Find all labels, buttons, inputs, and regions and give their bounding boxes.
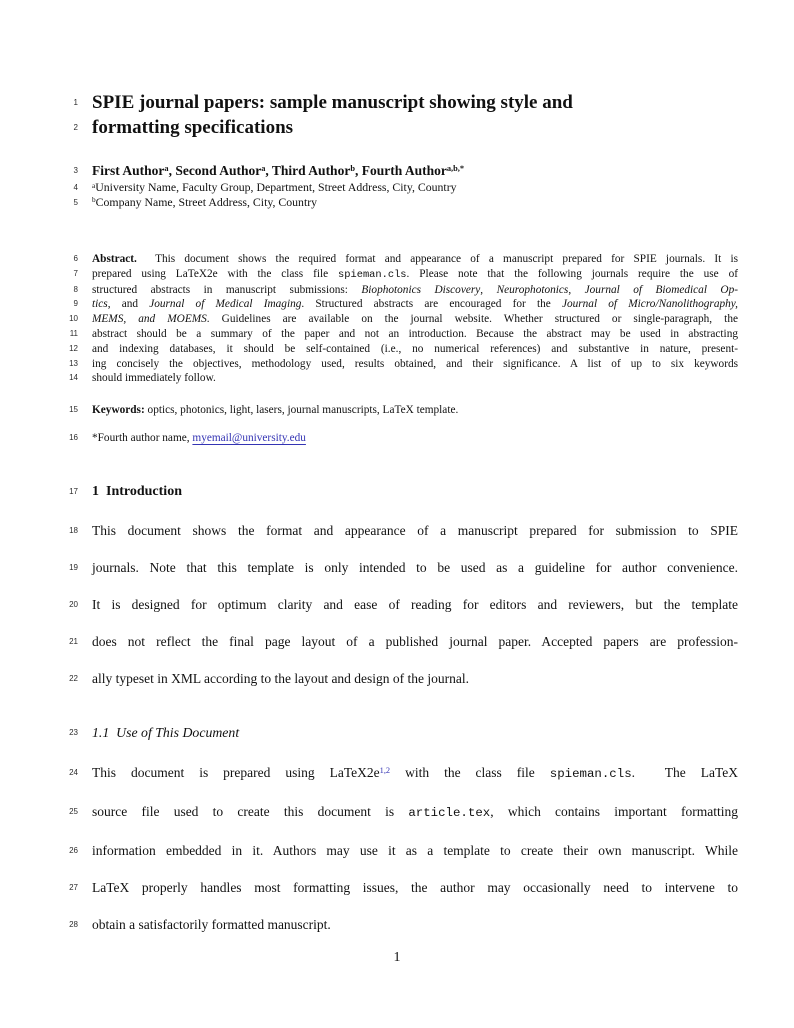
text-segment: LaTeX properly handles most formatting issues, the author may occasionally need to intervene to (92, 879, 738, 895)
text-segment: with the class file (390, 764, 550, 780)
doc-line (0, 181, 794, 196)
line-number: 14 (69, 373, 78, 383)
text-segment: Neurophotonics (496, 283, 569, 296)
line-number: 9 (73, 299, 78, 309)
doc-line (0, 342, 794, 357)
line-number: 15 (69, 405, 78, 415)
text-segment: obtain a satisfactorily formatted manuscript. (92, 916, 331, 932)
text-segment: University Name, Faculty Group, Department, Street Address, City, Country (95, 180, 457, 194)
line-number: 24 (69, 767, 78, 777)
text-segment: , which contains important formatting (490, 803, 738, 819)
text-segment: and indexing databases, it should be self-contained (i.e., no numerical references) and substantive in nature, present- (92, 342, 738, 355)
line-number: 12 (69, 343, 78, 353)
line-number: 20 (69, 599, 78, 609)
doc-line (0, 660, 794, 697)
doc-line (0, 297, 794, 312)
text-segment: formatting specifications (92, 117, 294, 138)
line-text (92, 312, 738, 327)
doc-line (0, 512, 794, 549)
doc-line (0, 549, 794, 586)
text-segment: , Second Author (168, 163, 262, 178)
line-text (92, 754, 738, 793)
doc-line (0, 371, 794, 386)
text-segment: , and (107, 298, 150, 311)
text-segment: tics (92, 298, 108, 311)
line-text (92, 90, 738, 115)
doc-line (0, 312, 794, 327)
line-text (92, 371, 738, 386)
text-segment: journals. Note that this template is only intended to be used as a guideline for author convenience. (92, 559, 738, 575)
line-text (92, 283, 738, 298)
text-segment: MEMS, and MOEMS (92, 313, 207, 326)
doc-line (0, 115, 794, 140)
line-text (92, 660, 738, 697)
text-segment: a (92, 180, 96, 190)
line-number: 25 (69, 806, 78, 816)
line-text (92, 724, 738, 742)
text-segment: a (164, 164, 169, 174)
text-segment: Company Name, Street Address, City, Country (95, 194, 318, 209)
doc-line (0, 623, 794, 660)
text-segment: optics, photonics, light, lasers, journal manuscripts, LaTeX template. (144, 404, 459, 417)
text-segment: source file used to create this document is (92, 803, 409, 819)
line-number: 3 (73, 166, 78, 175)
text-segment: This document shows the required format and appearance of a manuscript prepared for SPIE journals. It is (136, 253, 738, 265)
line-number: 2 (73, 123, 78, 132)
text-segment: abstract should be a summary of the paper and not an introduction. Because the abstract may be used in abstracting (92, 327, 738, 340)
doc-line (0, 196, 794, 211)
text-segment: Journal of Micro/Nanolithography, (561, 298, 738, 311)
text-segment: First Author (92, 163, 165, 178)
line-number: 26 (69, 845, 78, 855)
text-segment: ing concisely the objectives, methodology used, results obtained, and their significance. A list of up to six keywords (92, 357, 738, 370)
text-segment: , (480, 283, 497, 296)
line-number: 18 (69, 525, 78, 535)
text-segment: 1 Introduction (92, 483, 182, 499)
line-text (92, 196, 738, 211)
line-number: 7 (73, 268, 78, 278)
line-number: 1 (73, 98, 78, 107)
line-number: 27 (69, 882, 78, 892)
line-text (92, 431, 738, 446)
doc-line (0, 403, 794, 418)
text-segment: Journal of Biomedical Op- (584, 283, 738, 296)
line-number: 16 (69, 432, 78, 442)
line-text (92, 832, 738, 869)
line-number: 19 (69, 562, 78, 572)
line-text (92, 586, 738, 623)
text-segment: . Guidelines are available on the journal website. Whether structured or single-paragraph, the (206, 313, 738, 326)
text-segment: . Structured abstracts are encouraged for the (301, 298, 562, 311)
text-segment: a,b,* (446, 164, 465, 174)
line-text (92, 181, 738, 196)
line-number: 22 (69, 673, 78, 683)
text-segment: a (261, 164, 266, 174)
line-number: 5 (73, 197, 78, 207)
doc-line (0, 90, 794, 115)
line-text (92, 342, 738, 357)
doc-line (0, 162, 794, 181)
text-segment: . Please note that the following journals require the use of (406, 267, 738, 280)
line-text (92, 483, 738, 501)
doc-line (0, 906, 794, 943)
text-segment: . The LaTeX (631, 764, 739, 780)
line-number: 11 (69, 328, 78, 338)
doc-line (0, 869, 794, 906)
doc-line (0, 431, 794, 446)
line-text (92, 162, 738, 181)
line-number: 21 (69, 636, 78, 646)
email-link[interactable]: myemail@university.edu (192, 431, 306, 444)
line-text (92, 267, 738, 283)
document-lines (0, 90, 794, 943)
text-segment: prepared using LaTeX2e with the class file (92, 267, 339, 280)
line-text (92, 297, 738, 312)
line-number: 17 (69, 486, 78, 496)
text-segment: spieman.cls (549, 766, 632, 781)
line-number: 6 (73, 254, 78, 263)
text-segment: Keywords: (92, 404, 145, 417)
line-text (92, 793, 738, 832)
doc-line (0, 252, 794, 267)
text-segment: b (92, 195, 96, 205)
line-text (92, 252, 738, 267)
text-segment: Biophotonics Discovery (361, 283, 481, 296)
text-segment: , (568, 283, 585, 296)
text-segment: 1.1 Use of This Document (92, 724, 240, 740)
line-text (92, 357, 738, 372)
doc-line (0, 327, 794, 342)
line-text (92, 115, 738, 140)
doc-line (0, 483, 794, 501)
text-segment: spieman.cls (338, 268, 407, 281)
text-segment: , Fourth Author (354, 163, 447, 178)
text-segment: structured abstracts in manuscript submissions: (92, 283, 362, 296)
line-number: 4 (73, 183, 78, 192)
text-segment: article.tex (408, 805, 491, 820)
doc-line (0, 754, 794, 793)
text-segment: *Fourth author name, (92, 431, 193, 444)
text-segment: does not reflect the final page layout of a published journal paper. Accepted papers are profession- (92, 633, 738, 649)
text-segment: SPIE journal papers: sample manuscript showing style and (92, 92, 573, 113)
doc-line (0, 793, 794, 832)
line-number: 13 (69, 358, 78, 368)
line-text (92, 869, 738, 906)
text-segment: , Third Author (265, 163, 351, 178)
line-text (92, 549, 738, 586)
text-segment: This document is prepared using LaTeX2e (92, 764, 380, 780)
doc-line (0, 832, 794, 869)
line-text (92, 906, 738, 943)
text-segment: Journal of Medical Imaging (149, 298, 302, 311)
doc-line (0, 357, 794, 372)
text-segment: information embedded in it. Authors may use it as a template to create their own manuscript. While (92, 842, 738, 858)
page-number: 1 (393, 950, 401, 965)
line-text (92, 403, 738, 418)
text-segment: It is designed for optimum clarity and ease of reading for editors and reviewers, but the template (92, 596, 738, 612)
doc-line (0, 267, 794, 283)
text-segment: ally typeset in XML according to the layout and design of the journal. (92, 670, 470, 686)
line-number: 28 (69, 919, 78, 929)
text-segment: should immediately follow. (92, 372, 216, 385)
doc-line (0, 724, 794, 742)
doc-line (0, 283, 794, 298)
line-number: 8 (73, 284, 78, 294)
line-text (92, 623, 738, 660)
doc-line (0, 586, 794, 623)
line-number: 10 (69, 314, 78, 324)
line-text (92, 512, 738, 549)
text-segment: This document shows the format and appearance of a manuscript prepared for submission to SPIE (92, 522, 738, 538)
text-segment: Abstract. (92, 253, 137, 265)
citation-link[interactable]: 1,2 (379, 766, 391, 775)
line-number: 23 (69, 727, 78, 737)
line-text (92, 327, 738, 342)
text-segment: b (350, 164, 355, 174)
